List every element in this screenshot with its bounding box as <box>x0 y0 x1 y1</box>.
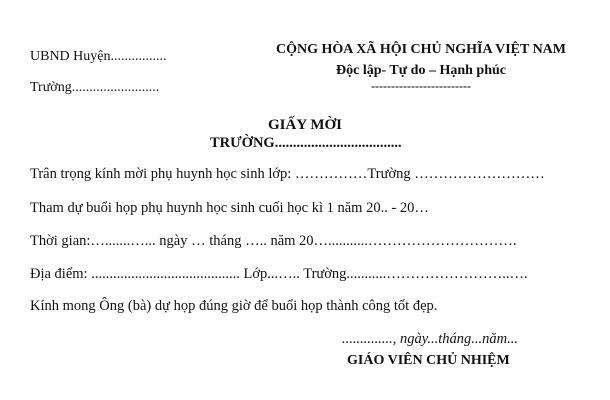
invitation-line-time: Thời gian:….......…... ngày … tháng ….. năm 20…...........…………………………. <box>30 233 517 249</box>
invitation-line-meeting: Tham dự buổi họp phụ huynh học sinh cuối học kì 1 năm 20.. - 20… <box>30 200 429 216</box>
school-name-label: Trường......................... <box>30 80 160 95</box>
invitation-line-location: Địa điểm: ......................................... Lớp...….. Trường...........……………………..…. <box>30 266 528 282</box>
national-motto: Độc lập- Tự do – Hạnh phúc <box>336 63 506 78</box>
national-title: CỘNG HÒA XÃ HỘI CHỦ NGHĨA VIỆT NAM <box>275 42 566 57</box>
signer-title: GIÁO VIÊN CHỦ NHIỆM <box>347 353 510 368</box>
document-subtitle: TRƯỜNG................................... <box>210 135 402 151</box>
district-committee-label: UBND Huyện................ <box>30 49 167 64</box>
invitation-line-class: Trân trọng kính mời phụ huynh học sinh lớp: ……………Trường ……………………… <box>30 166 545 182</box>
document-title: GIẤY MỜI <box>267 117 343 133</box>
invitation-line-request: Kính mong Ông (bà) dự họp đúng giờ để buổi họp thành công tốt đẹp. <box>30 298 438 314</box>
date-line: .............., ngày...tháng...năm... <box>342 331 519 347</box>
motto-underline: ------------------------- <box>371 79 471 93</box>
